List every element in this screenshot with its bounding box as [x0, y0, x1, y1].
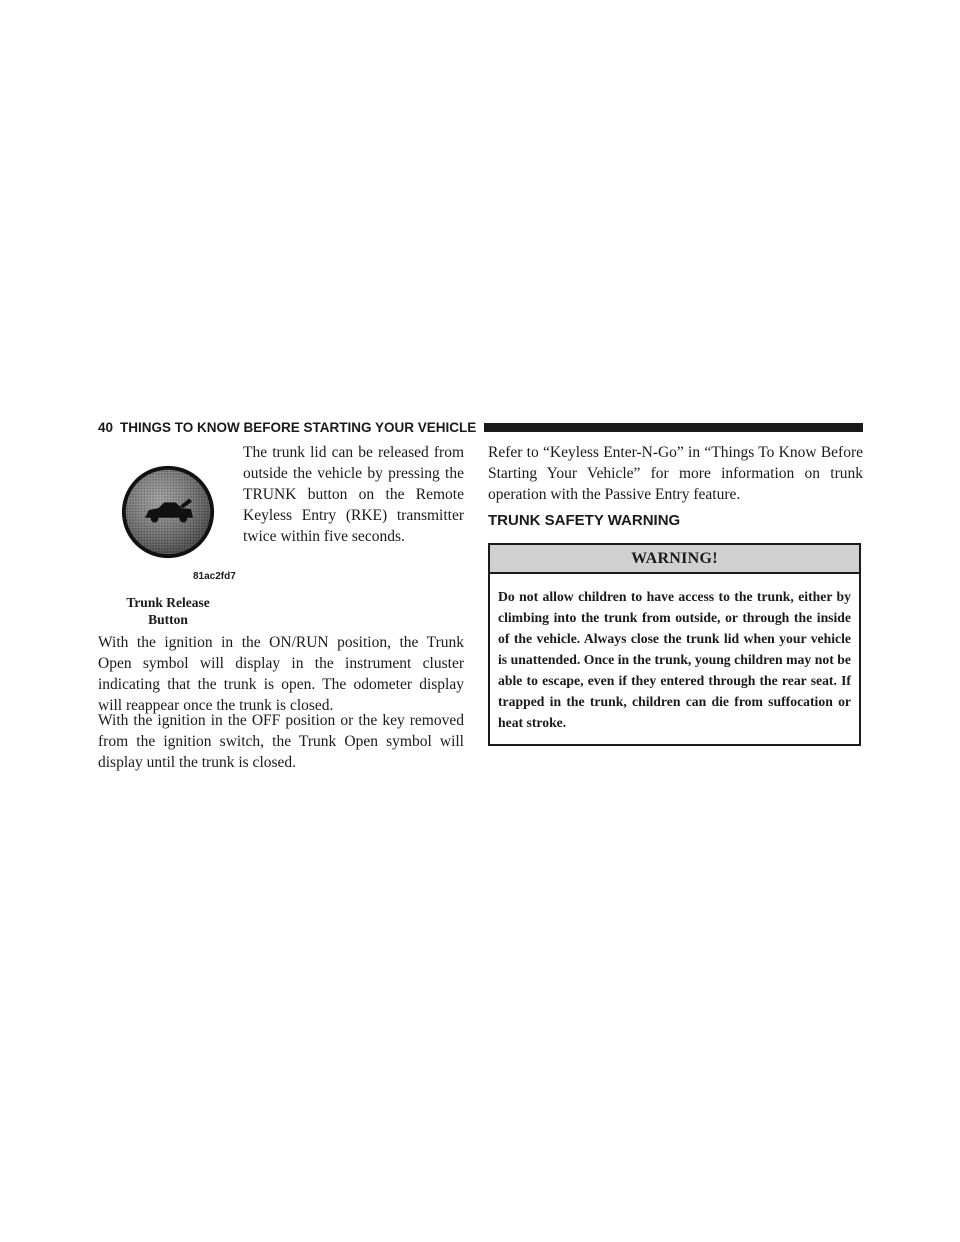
page-number: 40 — [98, 419, 114, 435]
section-heading: TRUNK SAFETY WARNING — [488, 512, 681, 529]
warning-title: WARNING! — [490, 545, 859, 574]
trunk-release-figure — [98, 448, 248, 628]
page-header — [98, 418, 863, 436]
header-section-title: THINGS TO KNOW BEFORE STARTING YOUR VEHICLE — [120, 419, 477, 435]
intro-paragraph: The trunk lid can be released from outside the vehicle by pressing the TRUNK button on the Remote Keyless Entry (RKE) transmitter twice within five seconds. — [243, 444, 464, 545]
ignition-on-paragraph: With the ignition in the ON/RUN position, the Trunk Open symbol will display in the instrument cluster indicating that the trunk is open. The odometer display will reappear once the trunk is closed. — [98, 634, 464, 714]
warning-text: Do not allow children to have access to the trunk, either by climbing into the trunk from outside, or through the inside of the vehicle. Always close the trunk lid when your vehicle is unattended. Once in the trunk, young children may not be able to escape, even if they entered through the rear seat. If trapped in the trunk, children can die from suffocation or heat stroke. — [498, 589, 851, 730]
figure-caption: Trunk Release Button — [126, 595, 210, 627]
trunk-release-button-icon — [120, 464, 216, 560]
figure-code: 81ac2fd7 — [193, 571, 236, 582]
header-rule — [484, 423, 863, 432]
keyless-reference-paragraph: Refer to “Keyless Enter-N-Go” in “Things To Know Before Starting Your Vehicle” for more information on trunk operation with the Passive Entry feature. — [488, 444, 863, 503]
ignition-off-paragraph: With the ignition in the OFF position or the key removed from the ignition switch, the Trunk Open symbol will display until the trunk is closed. — [98, 712, 464, 771]
warning-box — [488, 543, 861, 746]
